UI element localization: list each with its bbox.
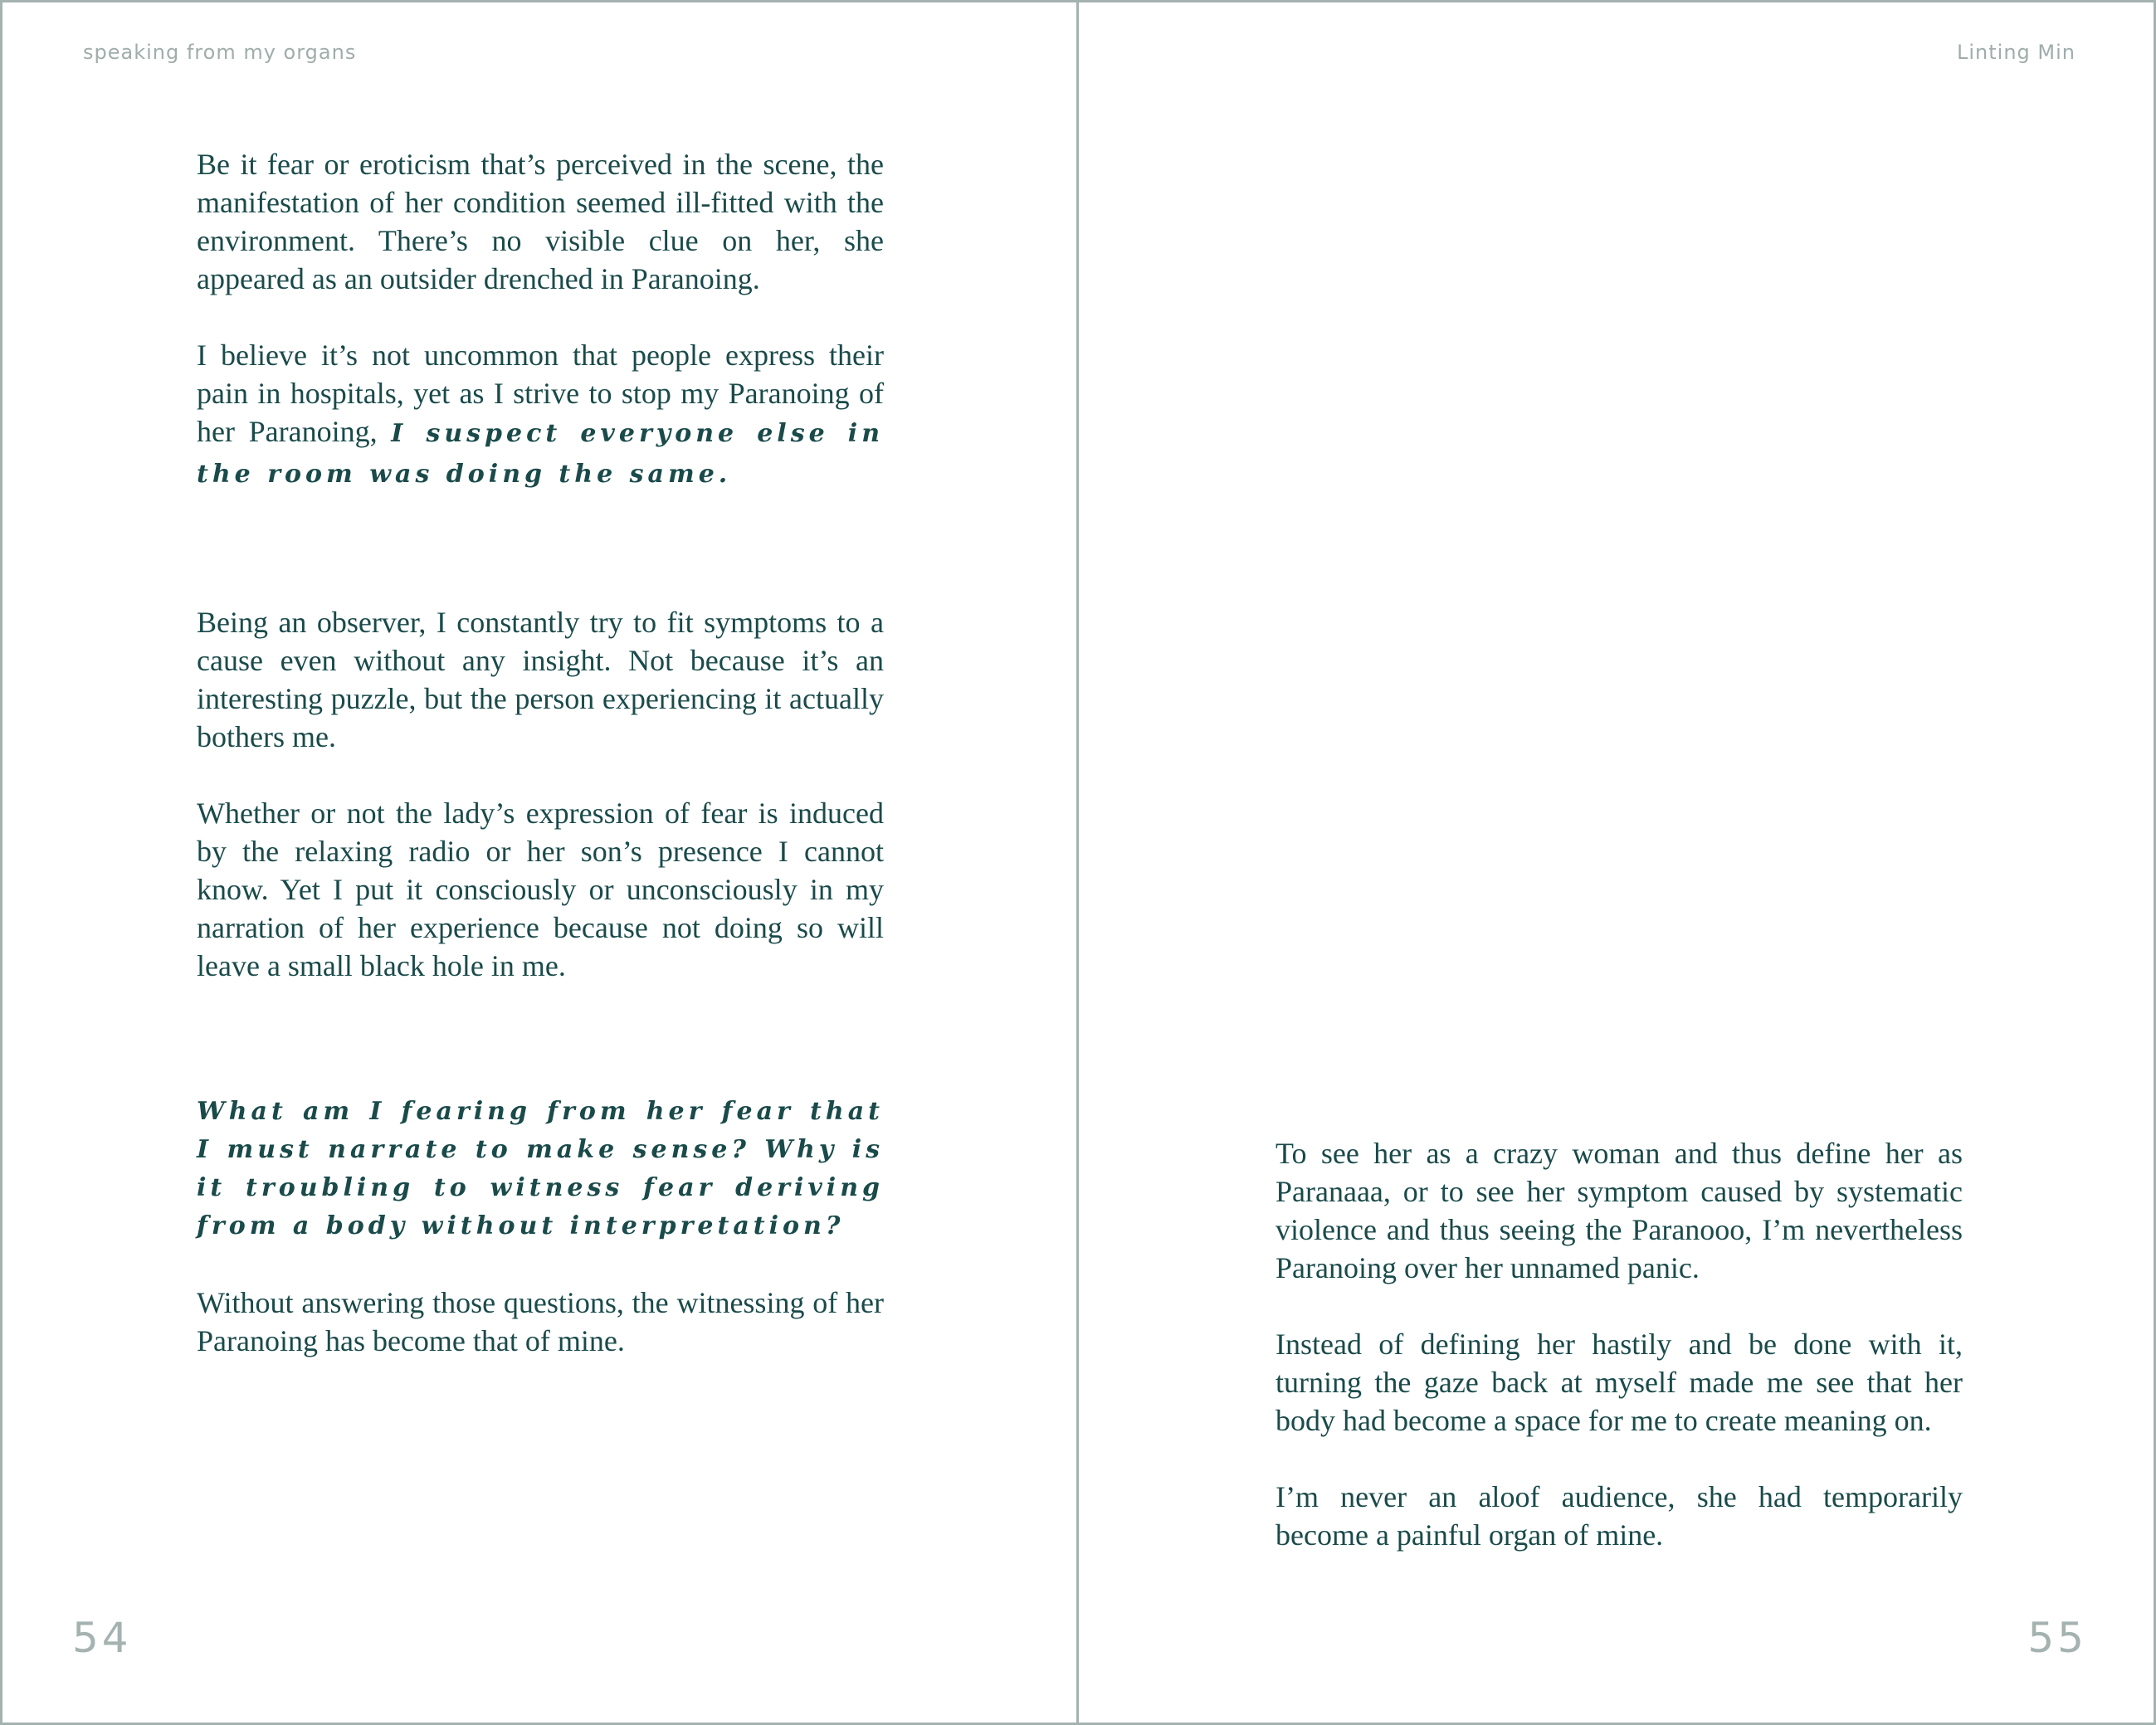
paragraph: Be it fear or eroticism that’s perceived in the scene, the manifestation of her condition seemed ill-fitted with the environment. There’s no visible clue on her, she appeared as an outsider drenched in Paranoing. <box>197 148 884 295</box>
display-question: What am I fearing from her fear that I must narrate to make sense? Why is it troubling to witness fear deriving from a body without interpretation? <box>197 1097 884 1240</box>
paragraph: Instead of defining her hastily and be done with it, turning the gaze back at myself made me see that her body had become a space for me to create meaning on. <box>1276 1328 1963 1437</box>
paragraph: Whether or not the lady’s expression of fear is induced by the relaxing radio or her son’s presence I cannot know. Yet I put it consciously or unconsciously in my narration of her experience because not doing so will leave a small black hole in me. <box>197 797 884 982</box>
paragraph: To see her as a crazy woman and thus define her as Paranaaa, or to see her symptom caused by systematic violence and thus seeing the Paranooo, I’m nevertheless Paranoing over her unnamed panic. <box>1276 1137 1963 1284</box>
display-emphasis: I suspect everyone else in the room was doing the same. <box>197 419 885 489</box>
text-block-4 <box>1276 1134 1963 1554</box>
right-page <box>1081 2 2156 1723</box>
text-block-2 <box>197 603 884 985</box>
running-head-right: Linting Min <box>1957 41 2076 64</box>
page-number-left: 54 <box>72 1614 132 1662</box>
paragraph: Without answering those questions, the witnessing of her Paranoing has become that of mine. <box>197 1286 884 1357</box>
paragraph-with-display <box>197 336 884 494</box>
text-block-1 <box>197 145 884 494</box>
running-head-left: speaking from my organs <box>83 41 357 64</box>
paragraph-text: I believe it’s not uncommon that people express their pain in hospitals, yet as I strive to stop my Paranoing of her Paranoing, <box>197 339 884 448</box>
left-page <box>2 2 1079 1723</box>
paragraph: Being an observer, I constantly try to fit symptoms to a cause even without any insight. Not because it’s an interesting puzzle, but the person experiencing it actually bothers me. <box>197 606 884 753</box>
page-number-right: 55 <box>2027 1614 2087 1662</box>
paragraph: I’m never an aloof audience, she had temporarily become a painful organ of mine. <box>1276 1480 1963 1552</box>
text-block-3 <box>197 1093 884 1360</box>
